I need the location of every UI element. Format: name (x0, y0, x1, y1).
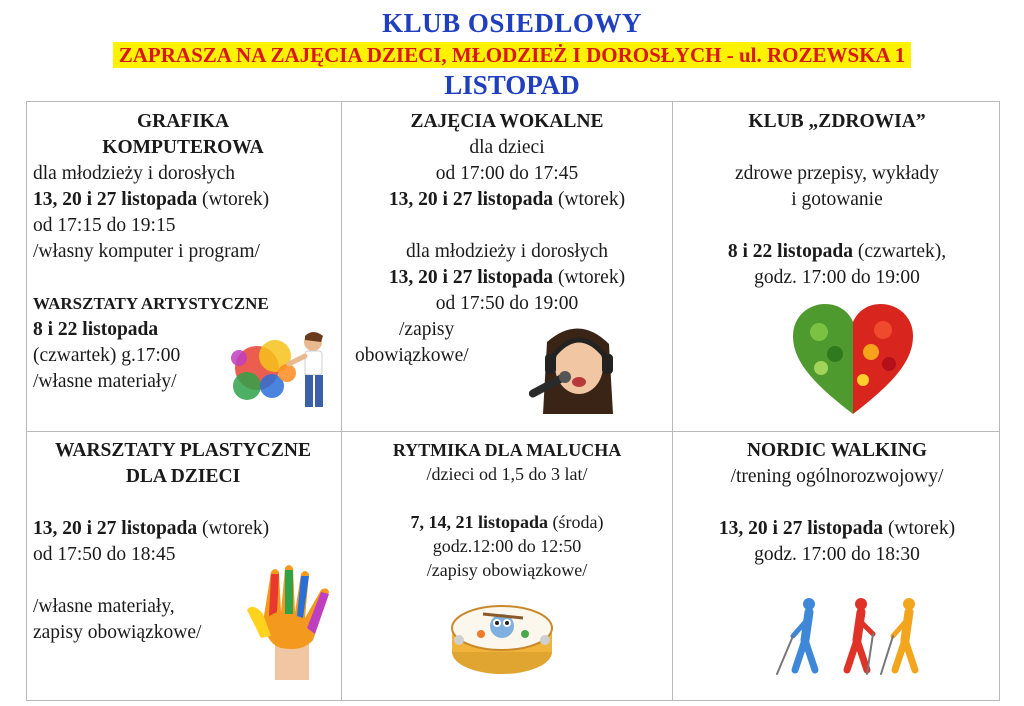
owl-tambourine-image (447, 592, 557, 680)
note-text: zapisy obowiązkowe/ (33, 622, 202, 643)
time-text: od 17:50 do 18:45 (33, 544, 176, 565)
cell-rytmika (342, 438, 672, 582)
description-text: /trening ogólnorozwojowy/ (730, 466, 944, 487)
schedule-line (673, 516, 1001, 542)
vegetable-heart-image (791, 302, 915, 418)
day-text: (wtorek) (883, 518, 956, 539)
time-text: godz.12:00 do 12:50 (432, 536, 582, 556)
schedule-line (33, 187, 341, 213)
schedule-line (342, 510, 672, 534)
cell-title: KLUB „ZDROWIA” (748, 111, 926, 132)
singing-girl-image (517, 322, 635, 414)
dates-text: 13, 20 i 27 listopada (388, 189, 554, 210)
cell-note (355, 317, 535, 369)
paint-splash-girl-image (227, 328, 339, 410)
schedule-line (33, 516, 341, 542)
dates-text: 13, 20 i 27 listopada (718, 518, 884, 539)
schedule-line (342, 265, 672, 291)
art-dates-text: 8 i 22 listopada (33, 319, 159, 340)
art-time-text: (czwartek) g.17:00 (33, 345, 181, 366)
painted-hand-image (241, 562, 337, 680)
cell-zajecia-wokalne (342, 109, 672, 317)
schedule-line (673, 239, 1001, 265)
nordic-walkers-image (769, 594, 933, 678)
cell-title: DLA DZIECI (125, 466, 241, 487)
schedule-table (26, 101, 1000, 701)
dates-text: 13, 20 i 27 listopada (33, 518, 198, 539)
dates-text: 8 i 22 listopada (727, 241, 854, 262)
art-note-text: /własne materiały/ (33, 371, 177, 392)
note-text: /własne materiały, (33, 596, 175, 617)
table-divider (27, 431, 999, 432)
cell-title: GRAFIKA (136, 111, 230, 132)
poster-title: KLUB OSIEDLOWY (382, 8, 642, 38)
time-text: godz. 17:00 do 18:30 (754, 544, 920, 565)
day-text: (wtorek) (553, 267, 626, 288)
cell-title: KOMPUTEROWA (102, 137, 264, 158)
cell-nordic-walking (673, 438, 1001, 568)
dates-text: 13, 20 i 27 listopada (388, 267, 554, 288)
cell-title: WARSZTATY PLASTYCZNE (55, 440, 311, 461)
subtitle-text: ZAPRASZA NA ZAJĘCIA DZIECI, MŁODZIEŻ I DOROSŁYCH - ul. ROZEWSKA 1 (113, 42, 912, 68)
cell-klub-zdrowia (673, 109, 1001, 291)
dates-text: 13, 20 i 27 listopada (33, 189, 198, 210)
day-text: (wtorek) (197, 189, 270, 210)
schedule-line (342, 187, 672, 213)
note-text: obowiązkowe/ (355, 345, 469, 366)
day-text: (wtorek) (553, 189, 626, 210)
age-text: /dzieci od 1,5 do 3 lat/ (426, 464, 588, 484)
dates-text: 7, 14, 21 listopada (410, 512, 549, 532)
time-text: od 17:50 do 19:00 (435, 293, 579, 314)
note-text: /zapisy obowiązkowe/ (426, 560, 588, 580)
note-text: /własny komputer i program/ (33, 241, 260, 262)
cell-title: ZAJĘCIA WOKALNE (410, 111, 604, 132)
description-text: i gotowanie (791, 189, 883, 210)
day-text: (wtorek) (197, 518, 270, 539)
time-text: godz. 17:00 do 19:00 (754, 267, 920, 288)
note-text: /zapisy (399, 319, 455, 340)
subtitle-banner (0, 42, 1024, 68)
month-heading: LISTOPAD (444, 70, 580, 100)
cell-title: NORDIC WALKING (746, 440, 928, 461)
day-text: (środa) (548, 512, 604, 532)
audience-text: dla młodzieży i dorosłych (33, 163, 235, 184)
day-text: (czwartek), (853, 241, 947, 262)
description-text: zdrowe przepisy, wykłady (735, 163, 939, 184)
art-workshop-title: WARSZTATY ARTYSTYCZNE (33, 294, 269, 313)
audience-text: dla młodzieży i dorosłych (406, 241, 608, 262)
audience-text: dla dzieci (469, 137, 545, 158)
cell-title: RYTMIKA DLA MALUCHA (392, 440, 622, 460)
time-text: od 17:00 do 17:45 (435, 163, 579, 184)
time-text: od 17:15 do 19:15 (33, 215, 176, 236)
